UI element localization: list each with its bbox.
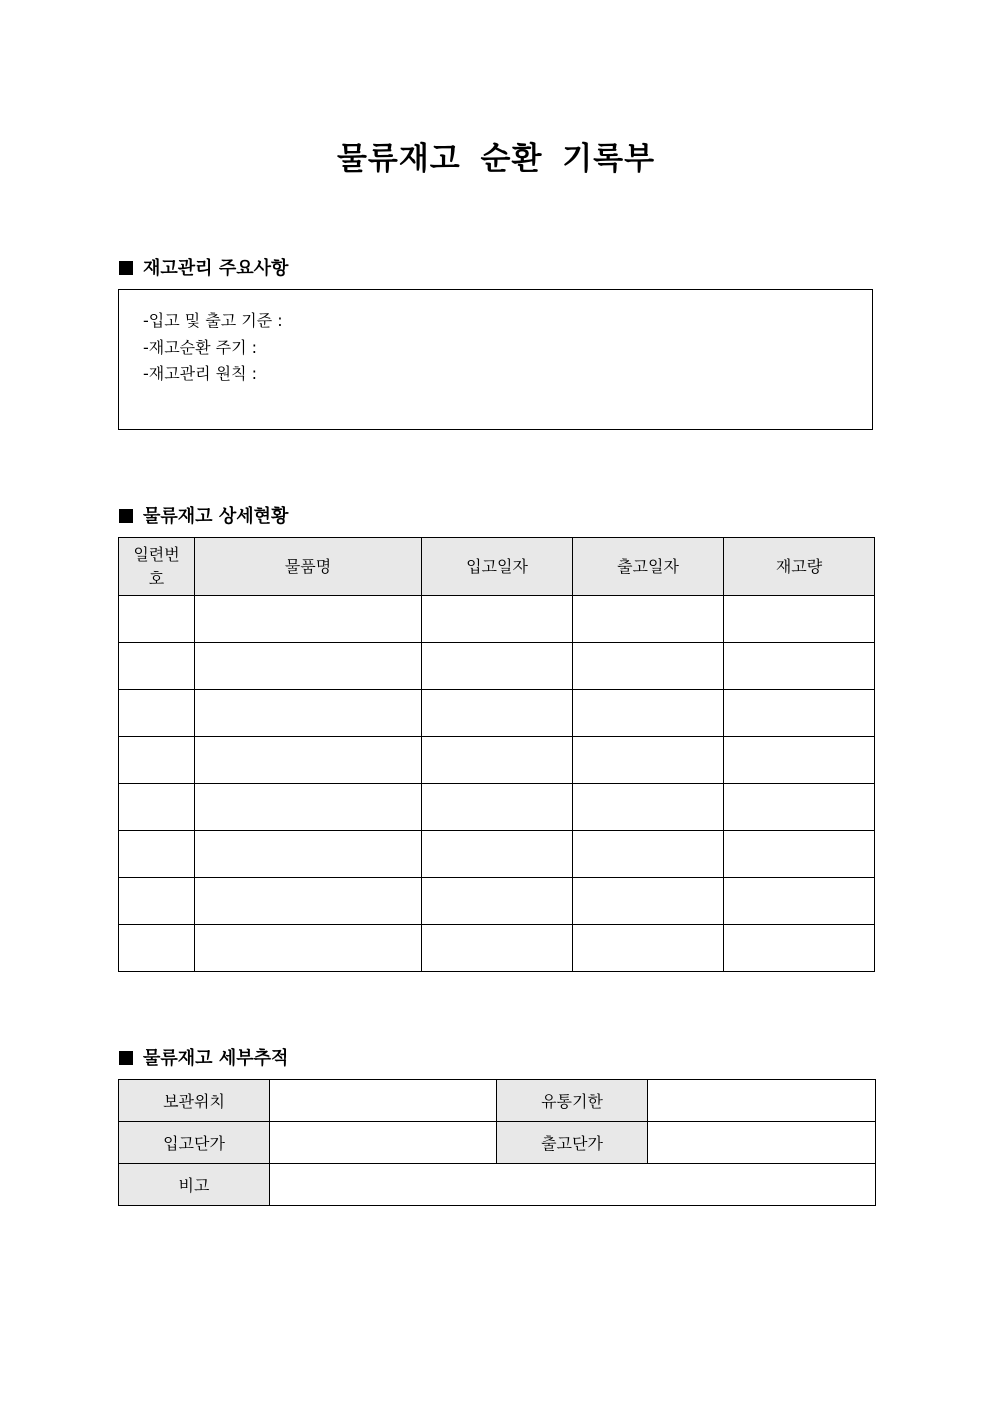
column-header-stock-quantity: 재고량 (724, 538, 875, 596)
storage-location-field[interactable] (270, 1080, 497, 1122)
column-header-inbound-date: 입고일자 (422, 538, 573, 596)
outbound-date-cell[interactable] (573, 596, 724, 643)
serial-number-cell[interactable] (119, 643, 195, 690)
stock-quantity-cell[interactable] (724, 737, 875, 784)
item-name-cell[interactable] (195, 596, 422, 643)
serial-number-cell[interactable] (119, 925, 195, 972)
inbound-date-cell[interactable] (422, 690, 573, 737)
stock-quantity-cell[interactable] (724, 925, 875, 972)
inbound-date-cell[interactable] (422, 737, 573, 784)
section-heading-label: 물류재고 세부추적 (143, 1048, 289, 1069)
table-row (119, 831, 875, 878)
inbound-date-cell[interactable] (422, 878, 573, 925)
column-header-serial-number: 일련번호 (119, 538, 195, 596)
tracking-table (118, 1079, 876, 1206)
section-heading-detail (119, 502, 288, 528)
note-rotation-cycle[interactable]: -재고순환 주기 : (143, 337, 258, 357)
table-header-row (119, 538, 875, 596)
item-name-cell[interactable] (195, 831, 422, 878)
outbound-price-field[interactable] (648, 1122, 876, 1164)
expiry-field[interactable] (648, 1080, 876, 1122)
note-management-principle[interactable]: -재고관리 원칙 : (143, 364, 258, 383)
inbound-date-cell[interactable] (422, 925, 573, 972)
table-row (119, 737, 875, 784)
table-row (119, 596, 875, 643)
serial-number-cell[interactable] (119, 831, 195, 878)
stock-quantity-cell[interactable] (724, 643, 875, 690)
outbound-date-cell[interactable] (573, 690, 724, 737)
inbound-date-cell[interactable] (422, 596, 573, 643)
serial-number-cell[interactable] (119, 878, 195, 925)
outbound-date-cell[interactable] (573, 784, 724, 831)
column-header-item-name: 물품명 (195, 538, 422, 596)
label-remarks: 비고 (119, 1164, 270, 1206)
table-row (119, 784, 875, 831)
table-row (119, 925, 875, 972)
stock-quantity-cell[interactable] (724, 690, 875, 737)
item-name-cell[interactable] (195, 643, 422, 690)
stock-quantity-cell[interactable] (724, 596, 875, 643)
label-expiry: 유통기한 (497, 1080, 648, 1122)
table-row (119, 690, 875, 737)
inbound-date-cell[interactable] (422, 831, 573, 878)
square-bullet-icon (119, 509, 133, 523)
label-inbound-price: 입고단가 (119, 1122, 270, 1164)
table-row (119, 1080, 876, 1122)
outbound-date-cell[interactable] (573, 831, 724, 878)
item-name-cell[interactable] (195, 784, 422, 831)
table-row (119, 1122, 876, 1164)
management-notes-box (118, 289, 873, 430)
inbound-price-field[interactable] (270, 1122, 497, 1164)
section-heading-management (119, 254, 288, 280)
square-bullet-icon (119, 1051, 133, 1065)
table-row (119, 878, 875, 925)
inbound-date-cell[interactable] (422, 643, 573, 690)
stock-quantity-cell[interactable] (724, 784, 875, 831)
outbound-date-cell[interactable] (573, 643, 724, 690)
section-heading-tracking (119, 1044, 288, 1070)
section-heading-label: 물류재고 상세현황 (143, 506, 289, 527)
detail-table (118, 537, 875, 972)
inbound-date-cell[interactable] (422, 784, 573, 831)
item-name-cell[interactable] (195, 925, 422, 972)
outbound-date-cell[interactable] (573, 878, 724, 925)
serial-number-cell[interactable] (119, 784, 195, 831)
item-name-cell[interactable] (195, 737, 422, 784)
outbound-date-cell[interactable] (573, 925, 724, 972)
serial-number-cell[interactable] (119, 690, 195, 737)
table-row (119, 1164, 876, 1206)
item-name-cell[interactable] (195, 690, 422, 737)
label-storage-location: 보관위치 (119, 1080, 270, 1122)
section-heading-label: 재고관리 주요사항 (143, 258, 289, 279)
serial-number-cell[interactable] (119, 596, 195, 643)
note-inout-criteria[interactable]: -입고 및 출고 기준 : (143, 311, 283, 330)
column-header-outbound-date: 출고일자 (573, 538, 724, 596)
page-title: 물류재고 순환 기록부 (336, 141, 656, 177)
square-bullet-icon (119, 261, 133, 275)
outbound-date-cell[interactable] (573, 737, 724, 784)
stock-quantity-cell[interactable] (724, 878, 875, 925)
stock-quantity-cell[interactable] (724, 831, 875, 878)
item-name-cell[interactable] (195, 878, 422, 925)
remarks-field[interactable] (270, 1164, 876, 1206)
label-outbound-price: 출고단가 (497, 1122, 648, 1164)
table-row (119, 643, 875, 690)
serial-number-cell[interactable] (119, 737, 195, 784)
